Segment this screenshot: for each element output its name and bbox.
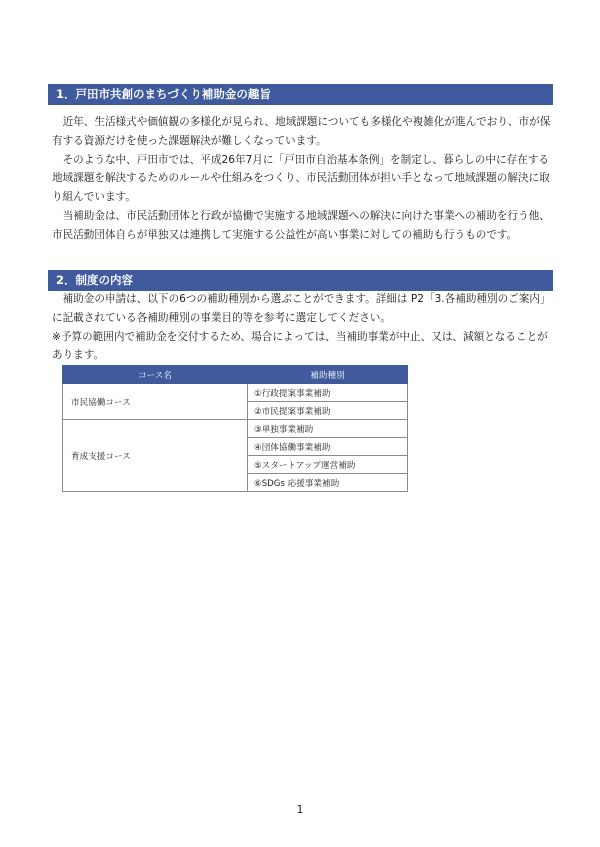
section-2-body [52,290,552,365]
paragraph: 当補助金は、市民活動団体と行政が協働で実施する地域課題への解決に向けた事業への補助を行う他、市民活動団体自らが単独又は連携して実施する公益性が高い事業に対しての補助も行うものです。 [52,209,550,241]
column-header-subsidy-type: 補助種別 [248,366,408,384]
section-2-heading: 2．制度の内容 [48,270,553,291]
course-name-cell: 市民協働コース [63,384,248,420]
subsidy-type-cell: ②市民提案事業補助 [248,402,408,420]
subsidy-type-cell: ④団体協働事業補助 [248,438,408,456]
subsidy-type-cell: ⑥SDGs 応援事業補助 [248,474,408,492]
subsidy-type-cell: ①行政提案事業補助 [248,384,408,402]
table-row [63,384,408,402]
table-header-row [63,366,408,384]
section-1-heading: 1．戸田市共創のまちづくり補助金の趣旨 [48,84,553,105]
section-1-body [52,113,552,245]
paragraph: そのような中、戸田市では、平成26年7月に「戸田市自治基本条例」を制定し、暮らしの中に存在する地域課題を解決するためのルールや仕組みをつくり、市民活動団体が担い手となって地域課題の解決に取り組んでいます。 [52,153,550,204]
paragraph: 補助金の申請は、以下の6つの補助種別から選ぶことができます。詳細は P2「3.各補助種別のご案内」に記載されている各補助種別の事業目的等を参考に選定してください。 [52,293,551,324]
budget-note: ※予算の範囲内で補助金を交付するため、場合によっては、当補助事業が中止、又は、減額となることがあります。 [52,330,548,362]
column-header-course: コース名 [63,366,248,384]
course-name-cell: 育成支援コース [63,420,248,492]
subsidy-type-table [62,365,408,492]
subsidy-type-cell: ③単独事業補助 [248,420,408,438]
subsidy-type-cell: ⑤スタートアップ運営補助 [248,456,408,474]
page-number: 1 [296,803,304,816]
paragraph: 近年、生活様式や価値観の多様化が見られ、地域課題についても多様化や複雑化が進んでおり、市が保有する資源だけを使った課題解決が難しくなっています。 [52,116,551,147]
table-row [63,420,408,438]
